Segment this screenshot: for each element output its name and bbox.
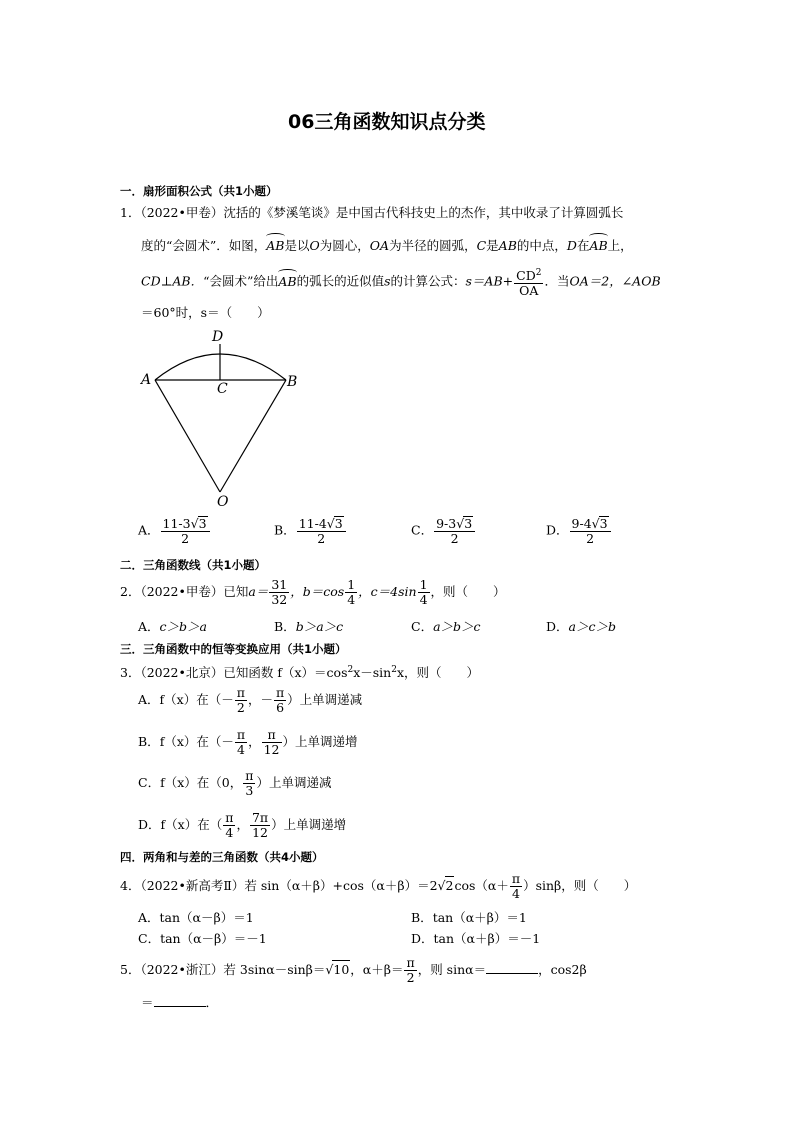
q4-option-a[interactable]: A．tan（α－β）＝1 — [138, 910, 254, 925]
label-b: B — [287, 374, 298, 390]
radius-oa — [155, 380, 220, 492]
answer-blank-2[interactable] — [154, 994, 206, 1007]
label-c: C — [217, 381, 228, 397]
question-4: 4．（2022•新高考Ⅱ）若 sin（α＋β）+cos（α＋β）＝2√2cos（α＋ $\frac{\pi}{4}$ ）sinβ，则（ ） — [120, 871, 637, 901]
q2-option-b[interactable]: B．b＞a＞c — [274, 619, 344, 634]
question-1-line-1: 1．（2022•甲卷）沈括的《梦溪笔谈》是中国古代科技史上的杰作，其中收录了计算圆弧长 — [120, 205, 624, 220]
section-heading-1: 一．扇形面积公式（共1小题） — [120, 184, 278, 198]
q1-option-d[interactable]: D． $\frac{9-4√3}{2}$ — [546, 516, 612, 546]
formula-fraction: $\frac{CD^2}{OA}$ — [516, 268, 542, 299]
label-d: D — [212, 329, 224, 345]
question-1-line-4: ＝60°时，s＝（ ） — [141, 305, 270, 320]
section-heading-4: 四．两角和与差的三角函数（共4小题） — [120, 850, 324, 864]
label-o: O — [217, 494, 229, 510]
page-title: 06三角函数知识点分类 — [288, 111, 486, 133]
q2-option-c[interactable]: C．a＞b＞c — [411, 619, 481, 634]
question-5: 5．（2022•浙江）若 3sinα－sinβ＝√10，α＋β＝ $\frac{\pi}{2}$ ，则 sinα＝ ，cos2β — [120, 955, 587, 985]
section-heading-2: 二．三角函数线（共1小题） — [120, 558, 267, 572]
section-heading-3: 三．三角函数中的恒等变换应用（共1小题） — [120, 642, 347, 656]
arc-ab: AB — [266, 233, 284, 255]
question-1-line-3: CD⊥AB．“会圆术”给出AB的弧长的近似值s的计算公式：s＝AB+ $\frac{CD^2}{OA}$ ．当OA＝2，∠AOB — [141, 268, 661, 299]
arc-ab-2: AB — [589, 233, 607, 255]
q1-option-a[interactable]: A． $\frac{11-3√3}{2}$ — [138, 516, 211, 546]
q2-option-a[interactable]: A．c＞b＞a — [138, 619, 207, 634]
answer-blank-1[interactable] — [486, 961, 538, 974]
q4-option-c[interactable]: C．tan（α－β）＝－1 — [138, 931, 267, 946]
arc-ab-3: AB — [278, 269, 296, 291]
label-a: A — [141, 372, 152, 388]
question-1-line-2: 度的“会圆术”．如图，AB是以O为圆心，OA为半径的圆弧，C是AB的中点，D在AB上， — [141, 233, 633, 255]
q4-option-b[interactable]: B．tan（α＋β）＝1 — [411, 910, 527, 925]
q3-option-d[interactable]: D．f（x）在（ $\frac{\pi}{4}$ ， $\frac{7\pi}{12}$ ）上单调递增 — [138, 810, 347, 840]
sector-figure — [135, 325, 310, 515]
q4-option-d[interactable]: D．tan（α＋β）＝－1 — [411, 931, 541, 946]
question-3: 3．（2022•北京）已知函数 $f(x)=\cos^2x-\sin^2x$，则（ ） — [120, 665, 480, 681]
radius-ob — [220, 380, 286, 492]
q3-option-a[interactable]: A．f（x）在（－ $\frac{\pi}{2}$ ，－ $\frac{\pi}{6}$ ）上单调递减 — [138, 685, 363, 715]
q1-option-b[interactable]: B． $\frac{11-4√3}{2}$ — [274, 516, 347, 546]
q3-option-c[interactable]: C．f（x）在（0， $\frac{\pi}{3}$ ）上单调递减 — [138, 768, 332, 798]
q2-option-d[interactable]: D．a＞c＞b — [546, 619, 616, 634]
question-5-line-2: ＝ ． — [141, 995, 219, 1010]
question-2: 2．（2022•甲卷）已知a＝ $\frac{31}{32}$ ，b＝cos $\frac{1}{4}$ ，c＝4sin $\frac{1}{4}$ ，则（ ） — [120, 577, 506, 607]
q3-option-b[interactable]: B．f（x）在（－ $\frac{\pi}{4}$ ， $\frac{\pi}{12}$ ）上单调递增 — [138, 727, 358, 757]
q1-option-c[interactable]: C． $\frac{9-3√3}{2}$ — [411, 516, 476, 546]
